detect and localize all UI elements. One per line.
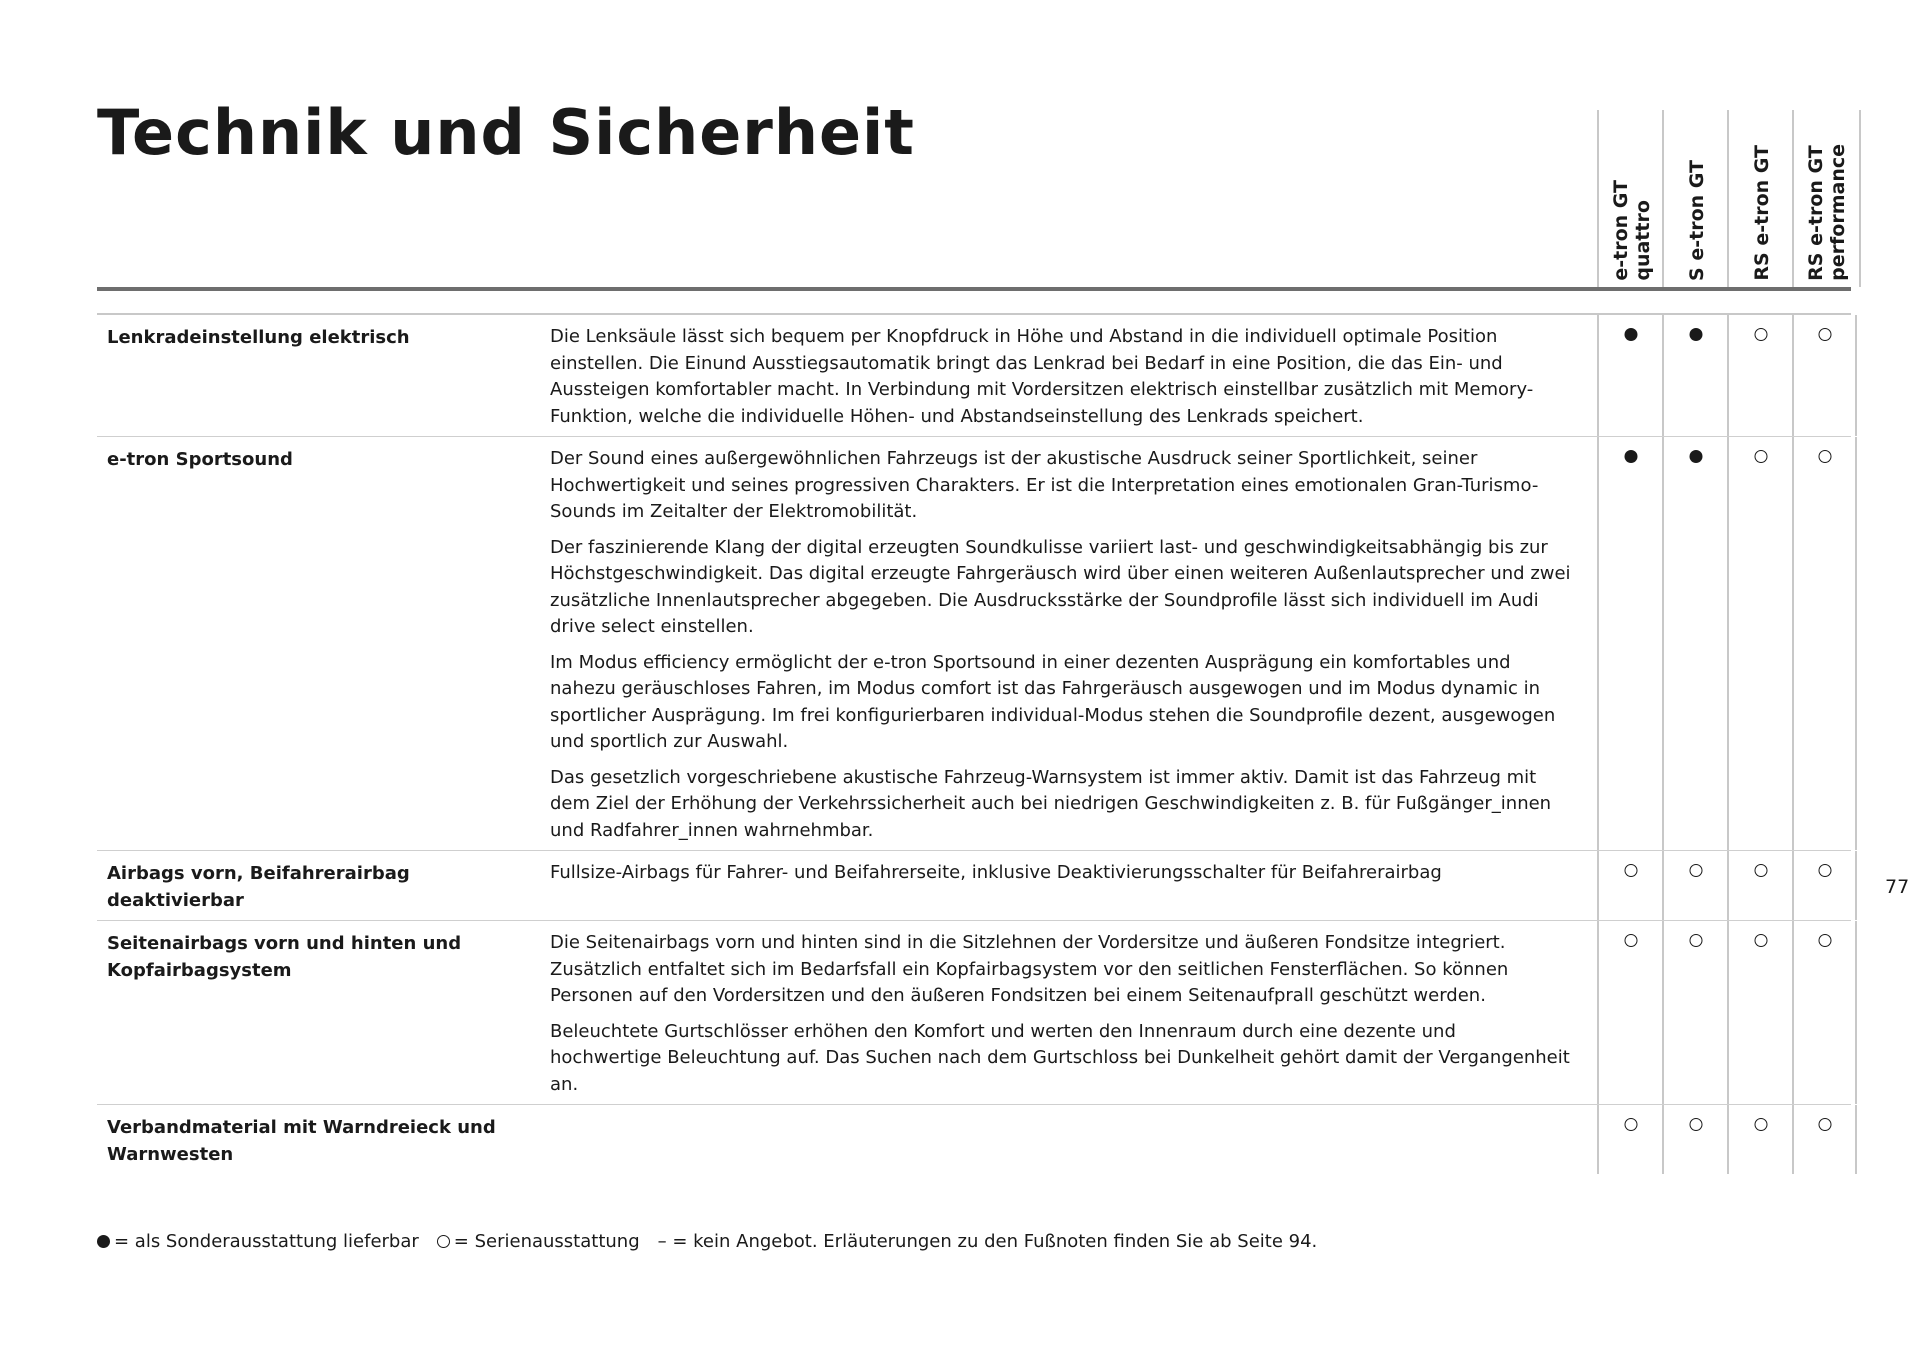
availability-cell: [1597, 921, 1662, 1104]
description-paragraph: Der Sound eines außergewöhnlichen Fahrzeugs ist der akustische Ausdruck seiner Sportlichkeit, seiner Hochwertigkeit und seines progressiven Charakters. Er ist die Interpretation eines emotionalen Gran-Turismo-Sounds im Zeitalter der Elektromobilität.: [550, 448, 1539, 522]
open-dot-icon: [1754, 450, 1767, 463]
filled-dot-icon: [97, 1235, 110, 1248]
description-paragraph: Die Lenksäule lässt sich bequem per Knopfdruck in Höhe und Abstand in die individuell optimale Position einstellen. Die Einund Ausstiegsautomatik bringt das Lenkrad bei Bedarf in eine Position, die das Ein- und Aussteigen komfortabler macht. In Verbindung mit Vordersitzen elektrisch einstellbar zusätzlich mit Memory-Funktion, welche die individuelle Höhen- und Abstandseinstellung des Lenkrads speichert.: [550, 326, 1534, 427]
open-dot-icon: [1818, 864, 1831, 877]
availability-cell: [1662, 851, 1727, 920]
column-header: [1597, 110, 1664, 287]
filled-dot-icon: [1624, 328, 1637, 341]
legend-not-available: – = kein Angebot. Erläuterungen zu den Fußnoten finden Sie ab Seite 94.: [657, 1231, 1318, 1252]
availability-cell: [1662, 437, 1727, 850]
availability-cell: [1792, 921, 1857, 1104]
open-dot-icon: [1624, 934, 1637, 947]
open-dot-icon: [1818, 328, 1831, 341]
feature-description: [540, 1105, 1597, 1174]
description-paragraph: Das gesetzlich vorgeschriebene akustische Fahrzeug-Warnsystem ist immer aktiv. Damit ist das Fahrzeug mit dem Ziel der Erhöhung der Verkehrssicherheit auch bei niedrigen Geschwindigkeiten z. B. für Fußgänger_innen und Radfahrer_innen wahrnehmbar.: [550, 766, 1552, 841]
open-dot-icon: [1754, 934, 1767, 947]
open-dot-icon: [1754, 328, 1767, 341]
open-dot-icon: [1624, 864, 1637, 877]
column-header: [1792, 110, 1861, 287]
open-dot-icon: [437, 1235, 450, 1248]
column-header-label: [1805, 144, 1849, 281]
availability-cell: [1662, 921, 1727, 1104]
availability-cell: [1662, 1105, 1727, 1174]
column-header-line: S e-tron GT: [1685, 160, 1708, 281]
description-paragraph: Die Seitenairbags vorn und hinten sind in die Sitzlehnen der Vordersitze und äußeren Fondsitze integriert. Zusätzlich entfaltet sich im Bedarfsfall ein Kopfairbagsystem vor den seitlichen Fensterflächen. So können Personen auf den Vordersitzen und den äußeren Fondsitzen bei einem Seitenaufprall geschützt werden.: [550, 932, 1509, 1006]
column-header-line: performance: [1826, 144, 1849, 281]
legend-standard: = Serienausstattung: [453, 1231, 640, 1252]
description-paragraph: Im Modus efficiency ermöglicht der e-tron Sportsound in einer dezenten Ausprägung ein komfortables und nahezu geräuschloses Fahren, im Modus comfort ist das Fahrgeräusch ausgewogen und im Modus dynamic in sportlicher Ausprägung. Im frei konfigurierbaren individual-Modus stehen die Soundprofile dezent, ausgewogen und sportlich zur Auswahl.: [550, 651, 1556, 752]
page-number: 77: [1885, 876, 1910, 898]
feature-name: Verbandmaterial mit Warndreieck und Warnwesten: [107, 1117, 496, 1165]
availability-cell: [1792, 1105, 1857, 1174]
open-dot-icon: [1689, 934, 1702, 947]
table-row: [97, 437, 1851, 851]
availability-cell: [1597, 1105, 1662, 1174]
availability-cell: [1792, 315, 1857, 436]
column-header-line: RS e-tron GT: [1804, 145, 1827, 281]
column-header-line: quattro: [1631, 200, 1654, 281]
open-dot-icon: [1754, 864, 1767, 877]
feature-name: e-tron Sportsound: [107, 449, 293, 470]
open-dot-icon: [1689, 1118, 1702, 1131]
legend-optional: = als Sonderausstattung lieferbar: [114, 1231, 419, 1252]
feature-description: [540, 315, 1597, 436]
availability-cell: [1727, 1105, 1792, 1174]
open-dot-icon: [1624, 1118, 1637, 1131]
availability-cell: [1727, 851, 1792, 920]
filled-dot-icon: [1624, 450, 1637, 463]
availability-cell: [1792, 437, 1857, 850]
feature-name: Lenkradeinstellung elektrisch: [107, 327, 410, 348]
availability-cell: [1597, 437, 1662, 850]
feature-name: Seitenairbags vorn und hinten und Kopfairbagsystem: [107, 933, 462, 981]
column-header: [1727, 110, 1794, 287]
column-header-line: e-tron GT: [1609, 180, 1632, 281]
table-row: [97, 851, 1851, 921]
description-paragraph: Der faszinierende Klang der digital erzeugten Soundkulisse variiert last- und geschwindigkeitsabhängig bis zur Höchstgeschwindigkeit. Das digital erzeugte Fahrgeräusch wird über einen weiteren Außenlautsprecher und zwei zusätzliche Innenlautsprecher abgegeben. Die Ausdrucksstärke der Soundprofile lässt sich individuell im Audi drive select einstellen.: [550, 536, 1571, 637]
filled-dot-icon: [1689, 328, 1702, 341]
table-row: [97, 1105, 1851, 1174]
page-title: Technik und Sicherheit: [97, 96, 915, 169]
open-dot-icon: [1818, 1118, 1831, 1131]
column-header-label: [1686, 160, 1708, 281]
feature-name: Airbags vorn, Beifahrerairbag deaktivierbar: [107, 863, 410, 911]
table-row: [97, 315, 1851, 437]
availability-cell: [1727, 921, 1792, 1104]
legend: [97, 1231, 1317, 1252]
feature-description: [540, 437, 1597, 850]
availability-cell: [1792, 851, 1857, 920]
column-header: [1662, 110, 1729, 287]
open-dot-icon: [1689, 864, 1702, 877]
open-dot-icon: [1818, 450, 1831, 463]
column-header-label: [1610, 180, 1654, 281]
description-paragraph: Fullsize-Airbags für Fahrer- und Beifahrerseite, inklusive Deaktivierungsschalter für Beifahrerairbag: [550, 862, 1442, 883]
feature-description: [540, 851, 1597, 920]
table-row: [97, 921, 1851, 1105]
open-dot-icon: [1754, 1118, 1767, 1131]
availability-cell: [1727, 315, 1792, 436]
column-header-label: [1751, 145, 1773, 281]
availability-cell: [1597, 851, 1662, 920]
availability-cell: [1662, 315, 1727, 436]
availability-cell: [1597, 315, 1662, 436]
equipment-table: [97, 313, 1851, 1174]
description-paragraph: Beleuchtete Gurtschlösser erhöhen den Komfort und werten den Innenraum durch eine dezente und hochwertige Beleuchtung auf. Das Suchen nach dem Gurtschloss bei Dunkelheit gehört damit der Vergangenheit an.: [550, 1020, 1570, 1095]
feature-description: [540, 921, 1597, 1104]
filled-dot-icon: [1689, 450, 1702, 463]
column-header-line: RS e-tron GT: [1750, 145, 1773, 281]
open-dot-icon: [1818, 934, 1831, 947]
availability-cell: [1727, 437, 1792, 850]
header-divider: [97, 287, 1851, 291]
